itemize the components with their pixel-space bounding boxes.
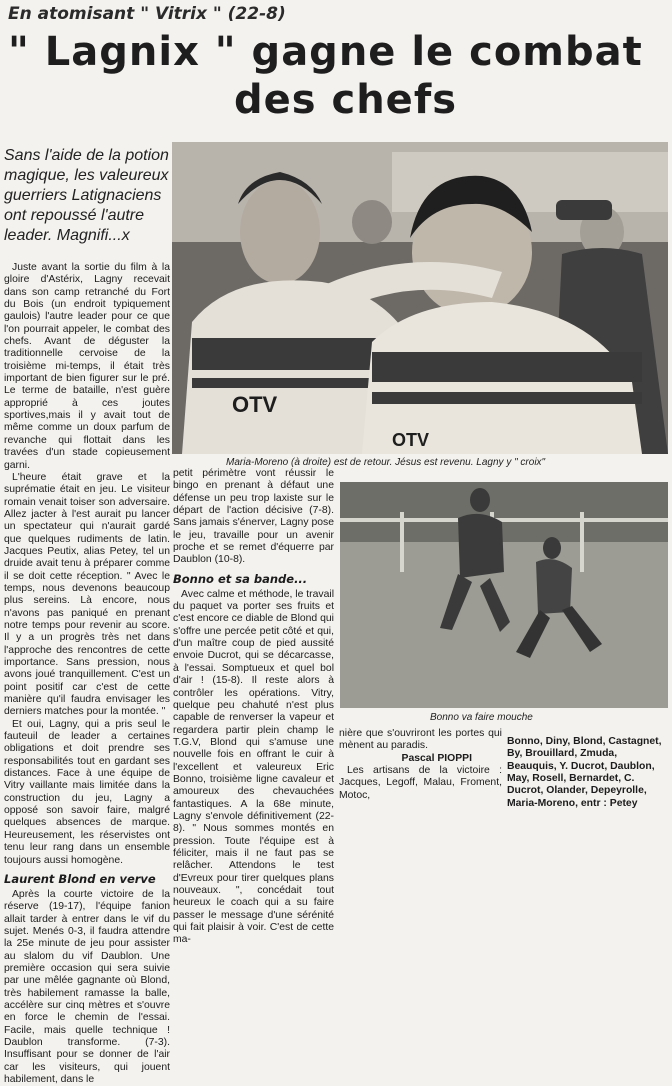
photo2-caption: Bonno va faire mouche (430, 712, 533, 723)
article-paragraph: Avec calme et méthode, le travail du paquet va porter ses fruits et c'est encore ce diable de Blond qui s'offre une percée petit côté et qui, d'un maître coup de pied aussité envoie Ducrot, qui se décarcasse, à l'essai. Somptueux et quel bol d'air ! (15-8). Il reste alors à contrôler les opérations. Vitry, quelque peu chahuté n'est plus capable de renverser la vapeur et regardera partir plein champ le T.G.V, Blond qui s'amuse une nouvelle fois en offrant le cuir à l'excellent et valeureux Eric Bonno, troisième ligne cavaleur et amoureux des chevauchées fantastiques. A la 68e minute, Lagny s'envole définitivement (22-8). " Nous sommes montés en pression. Toute l'équipe est à féliciter, mais il ne faut pas se relâcher. Attendons le test d'Evreux pour tirer quelques plans nouveaux. ", concédait tout heureux le coach qui a su faire passer le message d'une sérénité qui fait plaisir à voir. C'est de cette ma- (173, 588, 334, 946)
headline-line-1: " Lagnix " gagne le combat (8, 29, 643, 75)
deck: Sans l'aide de la potion magique, les valeureux guerriers Latignaciens ont repoussé l'autre leader. Magnifi...x (4, 147, 169, 244)
article-paragraph: nière que s'ouvriront les portes qui mènent au paradis. (339, 728, 502, 752)
article-column-4 (507, 736, 669, 809)
jersey-sponsor-left: OTV (232, 392, 278, 417)
headline (8, 28, 668, 124)
photo-illustration (340, 482, 668, 708)
article-paragraph: petit périmètre vont réussir le bingo en prenant à défaut une défense un peu trop laxiste sur le départ de l'action décisive (7-8). Sans jamais s'énerver, Lagny pose le jeu, travaille pour un avenir proche et se remet d'équerre par Daublon (10-8). (173, 468, 334, 566)
article-paragraph: Les artisans de la victoire : Jacques, Legoff, Malau, Froment, Motoc, (339, 765, 502, 801)
byline: Pascal PIOPPI (401, 752, 472, 764)
jersey-sponsor-right: OTV (392, 430, 430, 450)
subhead: Bonno et sa bande... (173, 571, 308, 586)
photo1-caption: Maria-Moreno (à droite) est de retour. Jésus est revenu. Lagny y " croix" (226, 457, 546, 468)
article-paragraph: L'heure était grave et la suprématie était en jeu. Le visiteur romain venait toiser son adversaire. Allez jacter à l'est aurait pu lancer un spectateur qui n'aurait gardé que quelques rudiments de latin. Jacques Peutix, alias Petey, tel un druide avait tenu à préparer comme il se doit cette réception. " Avec le temps, nous devenons beaucoup plus sereins. Là encore, nous n'avons pas paniqué en prenant notre temps pour revenir au score. Il y a un progrès très net dans l'approche des rencontres de cette importance. Sans pression, nous avons joué tranquillement. C'est un point positif car c'est de cette manière qu'il faudra envisager les derniers matches pour la montée. " (4, 471, 170, 718)
article-paragraph: Après la courte victoire de la réserve (19-17), l'équipe fanion allait tarder à entrer dans le vif du sujet. Menés 0-3, il faudra attendre la 25e minute de jeu pour assister au slalom du vif Daublon. Une première occasion qui sera suivie par une mêlée gagnante où Blond, très habilement ramasse la balle, accélère sur cinq mètres et s'ouvre en force le chemin de l'essai. Facile, mais quelle technique ! Daublon transforme. (7-3). Insuffisant pour se donner de l'air car les visiteurs, qui jouent habilement, dans le (4, 888, 170, 1085)
article-column-2 (173, 468, 334, 946)
kicker: En atomisant " Vitrix " (22-8) (8, 4, 286, 24)
headline-line-2: des chefs (234, 77, 458, 123)
article-paragraph: Bonno, Diny, Blond, Castagnet, By, Brouillard, Zmuda, Beauquis, Y. Ducrot, Daublon, May, Rosell, Bernardet, C. Ducrot, Olander, Depeyrolle, Maria-Moreno, entr : Petey (507, 736, 662, 809)
photo-match-action (340, 482, 668, 708)
article-column-3 (339, 728, 502, 801)
subhead: Laurent Blond en verve (4, 871, 156, 886)
photo-players-celebrating (172, 142, 668, 454)
article-paragraph: Juste avant la sortie du film à la gloire d'Astérix, Lagny recevait dans son camp retranché du Fort du Bois (un endroit typiquement gaulois) l'autre leader pour ce que l'on pourrait appeler, le combat des chefs. Avant de déguster la traditionnelle cervoise de la troisième mi-temps, il était très important de bien figurer sur le pré. Le terme de bataille, n'est guère approprié à ces joutes sportives,mais il y avait tout de même comme un doux parfum de revanche qui flottait dans les travées d'un stade copieusement garni. (4, 262, 170, 471)
article-column-1 (4, 262, 170, 1085)
article-paragraph: Et oui, Lagny, qui a pris seul le fauteuil de leader a certaines obligations et doit prendre ses responsabilités tout en gardant ses distances. Face à une équipe de Vitry vaillante mais limitée dans la construction du jeu, Lagny a opposé son savoir faire, malgré quelques absences de marque. Heureusement, les réservistes ont tenu leur rang dans un ensemble toujours aussi homogène. (4, 718, 170, 866)
